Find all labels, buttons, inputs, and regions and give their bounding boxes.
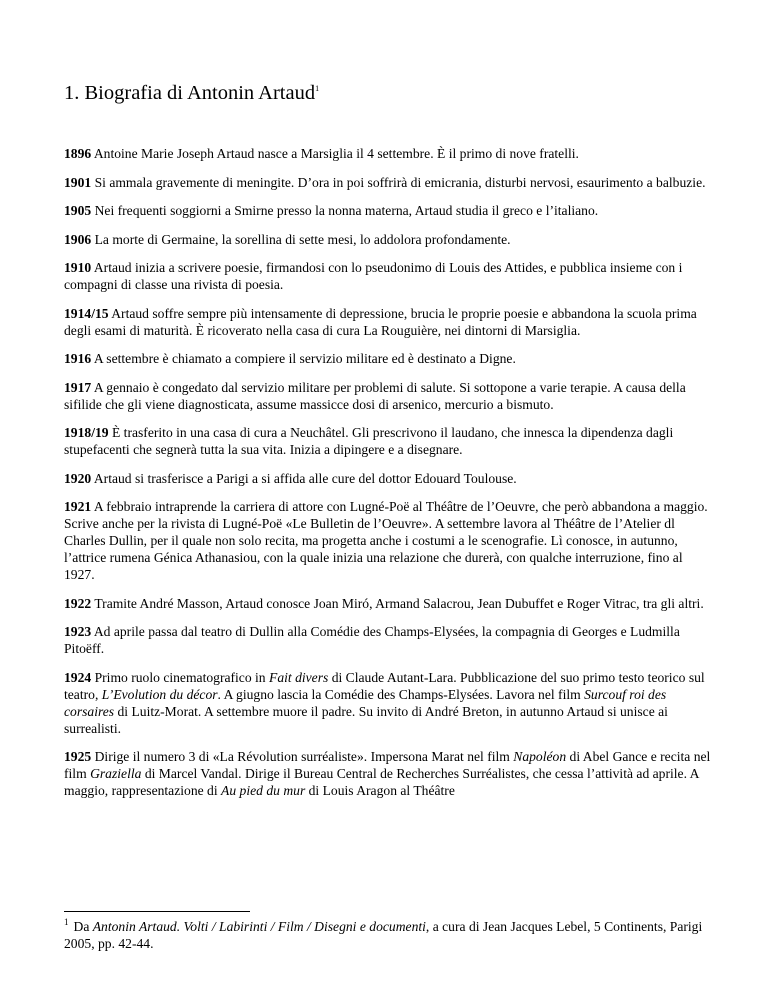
entry-text: Si ammala gravemente di meningite. D’ora in poi soffrirà di emicrania, disturbi nervosi, esaurimento a balbuzie. — [94, 174, 706, 190]
footnote — [64, 918, 714, 952]
chronology-entry — [64, 350, 714, 367]
chronology-entry — [64, 470, 714, 487]
entry-text: Antoine Marie Joseph Artaud nasce a Marsiglia il 4 settembre. È il primo di nove fratelli. — [93, 146, 579, 161]
entry-year: 1910 — [64, 260, 92, 275]
entry-year: 1896 — [64, 146, 92, 161]
footnote-text — [64, 919, 702, 951]
entry-year: 1924 — [64, 669, 92, 685]
footnote-marker: 1 — [64, 917, 69, 928]
entry-year: 1923 — [64, 624, 92, 639]
entry-text: Artaud soffre sempre più intensamente di depressione, brucia le proprie poesie e abbandona la scuola prima degli esami di maturità. È ricoverato nella casa di cura La Rouguière, nei dintorni di Marsiglia. — [64, 305, 697, 338]
entry-year: 1917 — [64, 379, 92, 395]
entry-text: È trasferito in una casa di cura a Neuchâtel. Gli prescrivono il laudano, che innesca la dipendenza dagli stupefacenti che segnerà tutta la sua vita. Inizia a dipingere e a disegnare. — [64, 425, 674, 457]
entry-text: Nei frequenti soggiorni a Smirne presso la nonna materna, Artaud studia il greco e l’italiano. — [94, 203, 599, 218]
chronology-entry — [64, 498, 714, 583]
entry-year: 1921 — [64, 499, 92, 514]
text-run: di Claude Autant-Lara. Pubblicazione del suo primo testo teorico sul teatro, — [64, 669, 705, 702]
entry-year: 1920 — [64, 470, 92, 486]
chronology-entry — [64, 595, 714, 612]
entry-year: 1916 — [64, 351, 92, 366]
entry-text: A gennaio è congedato dal servizio militare per problemi di salute. Si sottopone a varie terapie. A causa della sifilide che gli viene diagnosticata, assume massicce dosi di arsenico, mercurio a bismuto. — [64, 379, 686, 412]
text-run: di Abel Gance e recita nel film — [64, 749, 711, 781]
chronology-entry — [64, 424, 714, 458]
italic-title: Graziella — [90, 766, 142, 781]
italic-title: Au pied du mur — [221, 783, 306, 798]
entry-text: A settembre è chiamato a compiere il servizio militare ed è destinato a Digne. — [93, 351, 516, 366]
chronology-entry — [64, 623, 714, 657]
entry-text: A febbraio intraprende la carriera di attore con Lugné-Poë al Théâtre de l’Oeuvre, che però abbandona a maggio. Scrive anche per la rivista di Lugné-Poë «Le Bulletin de l’Oeuvre». A settembre lavora al Théâtre de l’Atelier dl Charles Dullin, per il quale non solo recita, ma progetta anche i costumi a le scenografie. Lì conosce, in autunno, l’attrice rumena Génica Athanasiou, con la quale inizia una relazione che durerà, con qualche interruzione, fino al 1927. — [64, 499, 708, 582]
entry-year: 1905 — [64, 203, 92, 218]
entry-year: 1914/15 — [64, 305, 109, 321]
italic-title: L’Evolution du décor — [101, 686, 218, 702]
chronology-entry — [64, 231, 714, 248]
text-run: Da — [73, 919, 93, 934]
text-run: Primo ruolo cinematografico in — [94, 669, 270, 685]
footnote-separator — [64, 911, 250, 912]
text-run: . A giugno lascia la Comédie des Champs-Elysées. Lavora nel film — [217, 686, 585, 702]
chronology-entry — [64, 305, 714, 339]
italic-title: Fait divers — [269, 669, 329, 685]
text-run: , a cura di Jean Jacques Lebel, 5 Continents, Parigi 2005, pp. 42-44. — [64, 919, 703, 951]
entry-year: 1918/19 — [64, 425, 109, 440]
text-run: di Louis Aragon al Théâtre — [305, 783, 455, 798]
text-run: di Marcel Vandal. Dirige il Bureau Central de Recherches Surréalistes, che cessa l’attività ad aprile. A maggio, rappresentazione di — [64, 766, 699, 798]
entry-year: 1906 — [64, 231, 92, 247]
entry-text: Artaud si trasferisce a Parigi a si affida alle cure del dottor Edouard Toulouse. — [93, 470, 517, 486]
chronology-entry — [64, 379, 714, 413]
italic-title: Antonin Artaud. Volti / Labirinti / Film / Disegni e documenti — [92, 919, 426, 934]
entry-text: Ad aprile passa dal teatro di Dullin alla Comédie des Champs-Elysées, la compagnia di Georges e Ludmilla Pitoëff. — [64, 624, 680, 656]
entry-text: Tramite André Masson, Artaud conosce Joan Miró, Armand Salacrou, Jean Dubuffet e Roger Vitrac, tra gli altri. — [94, 595, 704, 611]
chronology-entry — [64, 202, 714, 219]
text-run: di Luitz-Morat. A settembre muore il padre. Su invito di André Breton, in autunno Artaud si unisce ai surrealisti. — [64, 703, 668, 736]
chronology-entry — [64, 145, 714, 162]
text-run: Dirige il numero 3 di «La Révolution surréaliste». Impersona Marat nel film — [94, 749, 514, 764]
entry-text: Artaud inizia a scrivere poesie, firmandosi con lo pseudonimo di Louis des Attides, e pubblica insieme con i compagni di classe una rivista di poesia. — [64, 260, 683, 292]
entry-year: 1925 — [64, 749, 92, 764]
entry-year: 1901 — [64, 174, 92, 190]
italic-title: Surcouf roi des corsaires — [64, 686, 667, 719]
entry-text: La morte di Germaine, la sorellina di sette mesi, lo addolora profondamente. — [94, 231, 511, 247]
chronology — [64, 145, 714, 811]
page-title — [64, 80, 319, 106]
italic-title: Napoléon — [513, 749, 567, 764]
chronology-entry — [64, 748, 714, 799]
title-footnote-marker: 1 — [315, 84, 320, 94]
chronology-entry — [64, 259, 714, 293]
entry-year: 1922 — [64, 595, 92, 611]
chronology-entry — [64, 174, 714, 191]
title-text: 1. Biografia di Antonin Artaud — [64, 82, 316, 104]
chronology-entry — [64, 669, 714, 737]
